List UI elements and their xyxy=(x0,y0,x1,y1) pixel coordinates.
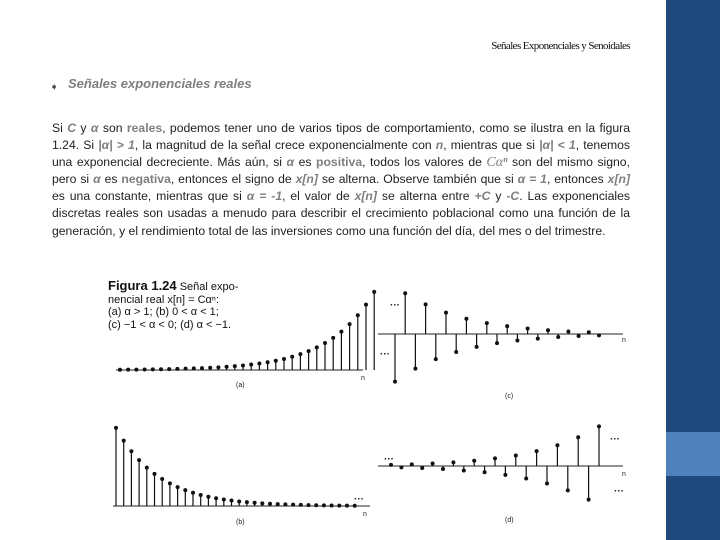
plot-a-point xyxy=(372,290,376,294)
plot-d-point xyxy=(441,467,445,471)
plot-d-point xyxy=(597,424,601,428)
plot-b-point xyxy=(153,472,157,476)
plot-d-point xyxy=(566,488,570,492)
plot-d-point xyxy=(462,468,466,472)
plot-c-n-label: n xyxy=(622,337,626,344)
plot-b-point xyxy=(253,501,257,505)
plot-a-point xyxy=(200,366,204,370)
plot-a-point xyxy=(159,367,163,371)
plot-a-point xyxy=(134,368,138,372)
plot-a-point xyxy=(307,349,311,353)
plot-b-point xyxy=(283,502,287,506)
plot-b-point xyxy=(245,500,249,504)
plot-c-point xyxy=(475,345,479,349)
plot-b-n-label: n xyxy=(363,511,367,518)
plot-a-point xyxy=(216,365,220,369)
plot-b-point xyxy=(322,503,326,507)
plot-a-point xyxy=(167,367,171,371)
sidebar-accent-block xyxy=(666,432,720,476)
plot-a-point xyxy=(192,366,196,370)
plot-b-point xyxy=(314,503,318,507)
plot-a-point xyxy=(323,341,327,345)
plot-a-point xyxy=(298,352,302,356)
plot-b-point xyxy=(330,503,334,507)
plot-a-point xyxy=(208,366,212,370)
plot-a-point xyxy=(290,355,294,359)
plot-c-label: (c) xyxy=(505,393,514,400)
body-paragraph: Si C y α son reales, podemos tener uno de varios tipos de comportamiento, como se ilustra en la figura 1.24. Si |α| > 1, la magnitud de la señal crece exponencialmente con n, mientras que si |α| < 1, tenemos una exponencial decreciente. Más aún, si α es positiva, todos los valores de Cαⁿ son del mismo signo, pero si α es negativa, entonces el signo de x[n] se alterna. Observe también que si α = 1, entonces x[n] es una constante, mientras que si α = -1, el valor de x[n] se alterna entre +C y -C. Las exponenciales discretas reales son usadas a menudo para describir el crecimiento poblacional como una función de la generación, y el rendimiento total de las inversiones como una función del día, del mes o del trimestre. xyxy=(52,121,631,238)
plot-a-point xyxy=(175,367,179,371)
plot-b-point xyxy=(206,495,210,499)
plot-d-ellipsis: ··· xyxy=(610,434,620,445)
plot-c-point xyxy=(444,311,448,315)
plot-d-point xyxy=(587,498,591,502)
plot-d-point xyxy=(514,453,518,457)
section-title: Señales exponenciales reales xyxy=(68,76,252,91)
plot-a-point xyxy=(249,363,253,367)
plot-a-point xyxy=(274,359,278,363)
plot-d-point xyxy=(431,462,435,466)
plot-a-point xyxy=(315,345,319,349)
plot-a-point xyxy=(126,368,130,372)
plot-b-point xyxy=(145,466,149,470)
plot-a-point xyxy=(364,303,368,307)
plot-a-point xyxy=(225,365,229,369)
plot-a-label: (a) xyxy=(236,382,245,389)
plot-b-point xyxy=(214,496,218,500)
plot-a-point xyxy=(339,330,343,334)
plot-a-point xyxy=(331,336,335,340)
plot-d-point xyxy=(524,477,528,481)
plot-c-ellipsis: ··· xyxy=(380,349,390,360)
plot-b-ellipsis: ··· xyxy=(354,494,364,505)
plot-d-point xyxy=(410,462,414,466)
plot-b-point xyxy=(345,504,349,508)
caption-line-4: (c) −1 < α < 0; (d) α < −1. xyxy=(108,318,232,331)
figure-1-24 xyxy=(108,264,635,530)
plot-b-point xyxy=(114,426,118,430)
plot-a-n-label: n xyxy=(361,375,365,382)
plot-a-point xyxy=(151,367,155,371)
plot-b-point xyxy=(160,477,164,481)
plot-d-point xyxy=(493,456,497,460)
plot-c-point xyxy=(597,333,601,337)
plot-b-point xyxy=(176,485,180,489)
figure-caption xyxy=(108,280,338,331)
figure-number: Figura 1.24 xyxy=(108,278,177,293)
plot-b-point xyxy=(168,481,172,485)
plot-d-point xyxy=(420,466,424,470)
plot-c-point xyxy=(413,367,417,371)
plot-b-point xyxy=(191,491,195,495)
plot-c-point xyxy=(485,321,489,325)
plot-d-ellipsis: ··· xyxy=(384,454,394,465)
plot-d-point xyxy=(503,473,507,477)
plot-c-point xyxy=(505,324,509,328)
plot-b-point xyxy=(230,499,234,503)
caption-line-3: (a) α > 1; (b) 0 < α < 1; xyxy=(108,306,219,318)
plot-d-point xyxy=(451,460,455,464)
plot-c-ellipsis: ··· xyxy=(390,300,400,311)
plot-c-point xyxy=(587,330,591,334)
plot-b-point xyxy=(299,503,303,507)
plot-a-point xyxy=(118,368,122,372)
plot-c-point xyxy=(536,337,540,341)
plot-d-ellipsis: ··· xyxy=(614,486,624,497)
plot-b-point xyxy=(199,493,203,497)
caption-line-1: Señal expo- xyxy=(179,281,239,293)
plot-b-point xyxy=(276,502,280,506)
plot-b-point xyxy=(307,503,311,507)
plot-c-point xyxy=(566,329,570,333)
plot-d-point xyxy=(576,435,580,439)
plot-d-point xyxy=(399,465,403,469)
plot-c-point xyxy=(424,302,428,306)
plot-b-point xyxy=(122,439,126,443)
plot-c-point xyxy=(577,334,581,338)
plot-b-point xyxy=(268,502,272,506)
plot-b-point xyxy=(222,497,226,501)
plot-d-point xyxy=(555,443,559,447)
plot-d-point xyxy=(545,481,549,485)
plot-d-point xyxy=(535,449,539,453)
plot-c-point xyxy=(546,328,550,332)
plot-c-point xyxy=(495,341,499,345)
plot-a-point xyxy=(356,313,360,317)
plot-c-point xyxy=(403,291,407,295)
plot-c-point xyxy=(434,357,438,361)
plot-c-point xyxy=(556,335,560,339)
plot-c-point xyxy=(526,327,530,331)
plot-b-point xyxy=(337,504,341,508)
plot-c-point xyxy=(393,380,397,384)
plot-a-point xyxy=(241,363,245,367)
slide-header-title: Señales Exponenciales y Senoidales xyxy=(491,40,630,52)
plot-a-point xyxy=(282,357,286,361)
plot-a-point xyxy=(143,367,147,371)
plot-b-point xyxy=(183,488,187,492)
plot-c-point xyxy=(515,338,519,342)
plot-d-n-label: n xyxy=(622,471,626,478)
plot-c-point xyxy=(464,317,468,321)
plot-c-point xyxy=(454,350,458,354)
plot-d-point xyxy=(483,470,487,474)
plot-d-point xyxy=(472,459,476,463)
plot-b-point xyxy=(237,499,241,503)
arrow-bullet-icon: ➧ xyxy=(50,82,59,93)
plot-b-point xyxy=(129,449,133,453)
plot-b-point xyxy=(291,503,295,507)
plot-a-point xyxy=(233,364,237,368)
plot-a-point xyxy=(184,367,188,371)
plot-a-point xyxy=(266,360,270,364)
plot-b-point xyxy=(260,501,264,505)
plot-a-point xyxy=(257,361,261,365)
plot-a-point xyxy=(348,322,352,326)
caption-line-2: nencial real x[n] = Cαⁿ: xyxy=(108,293,219,306)
plot-b-label: (b) xyxy=(236,519,245,526)
plot-d-label: (d) xyxy=(505,517,514,524)
plot-b-point xyxy=(137,458,141,462)
